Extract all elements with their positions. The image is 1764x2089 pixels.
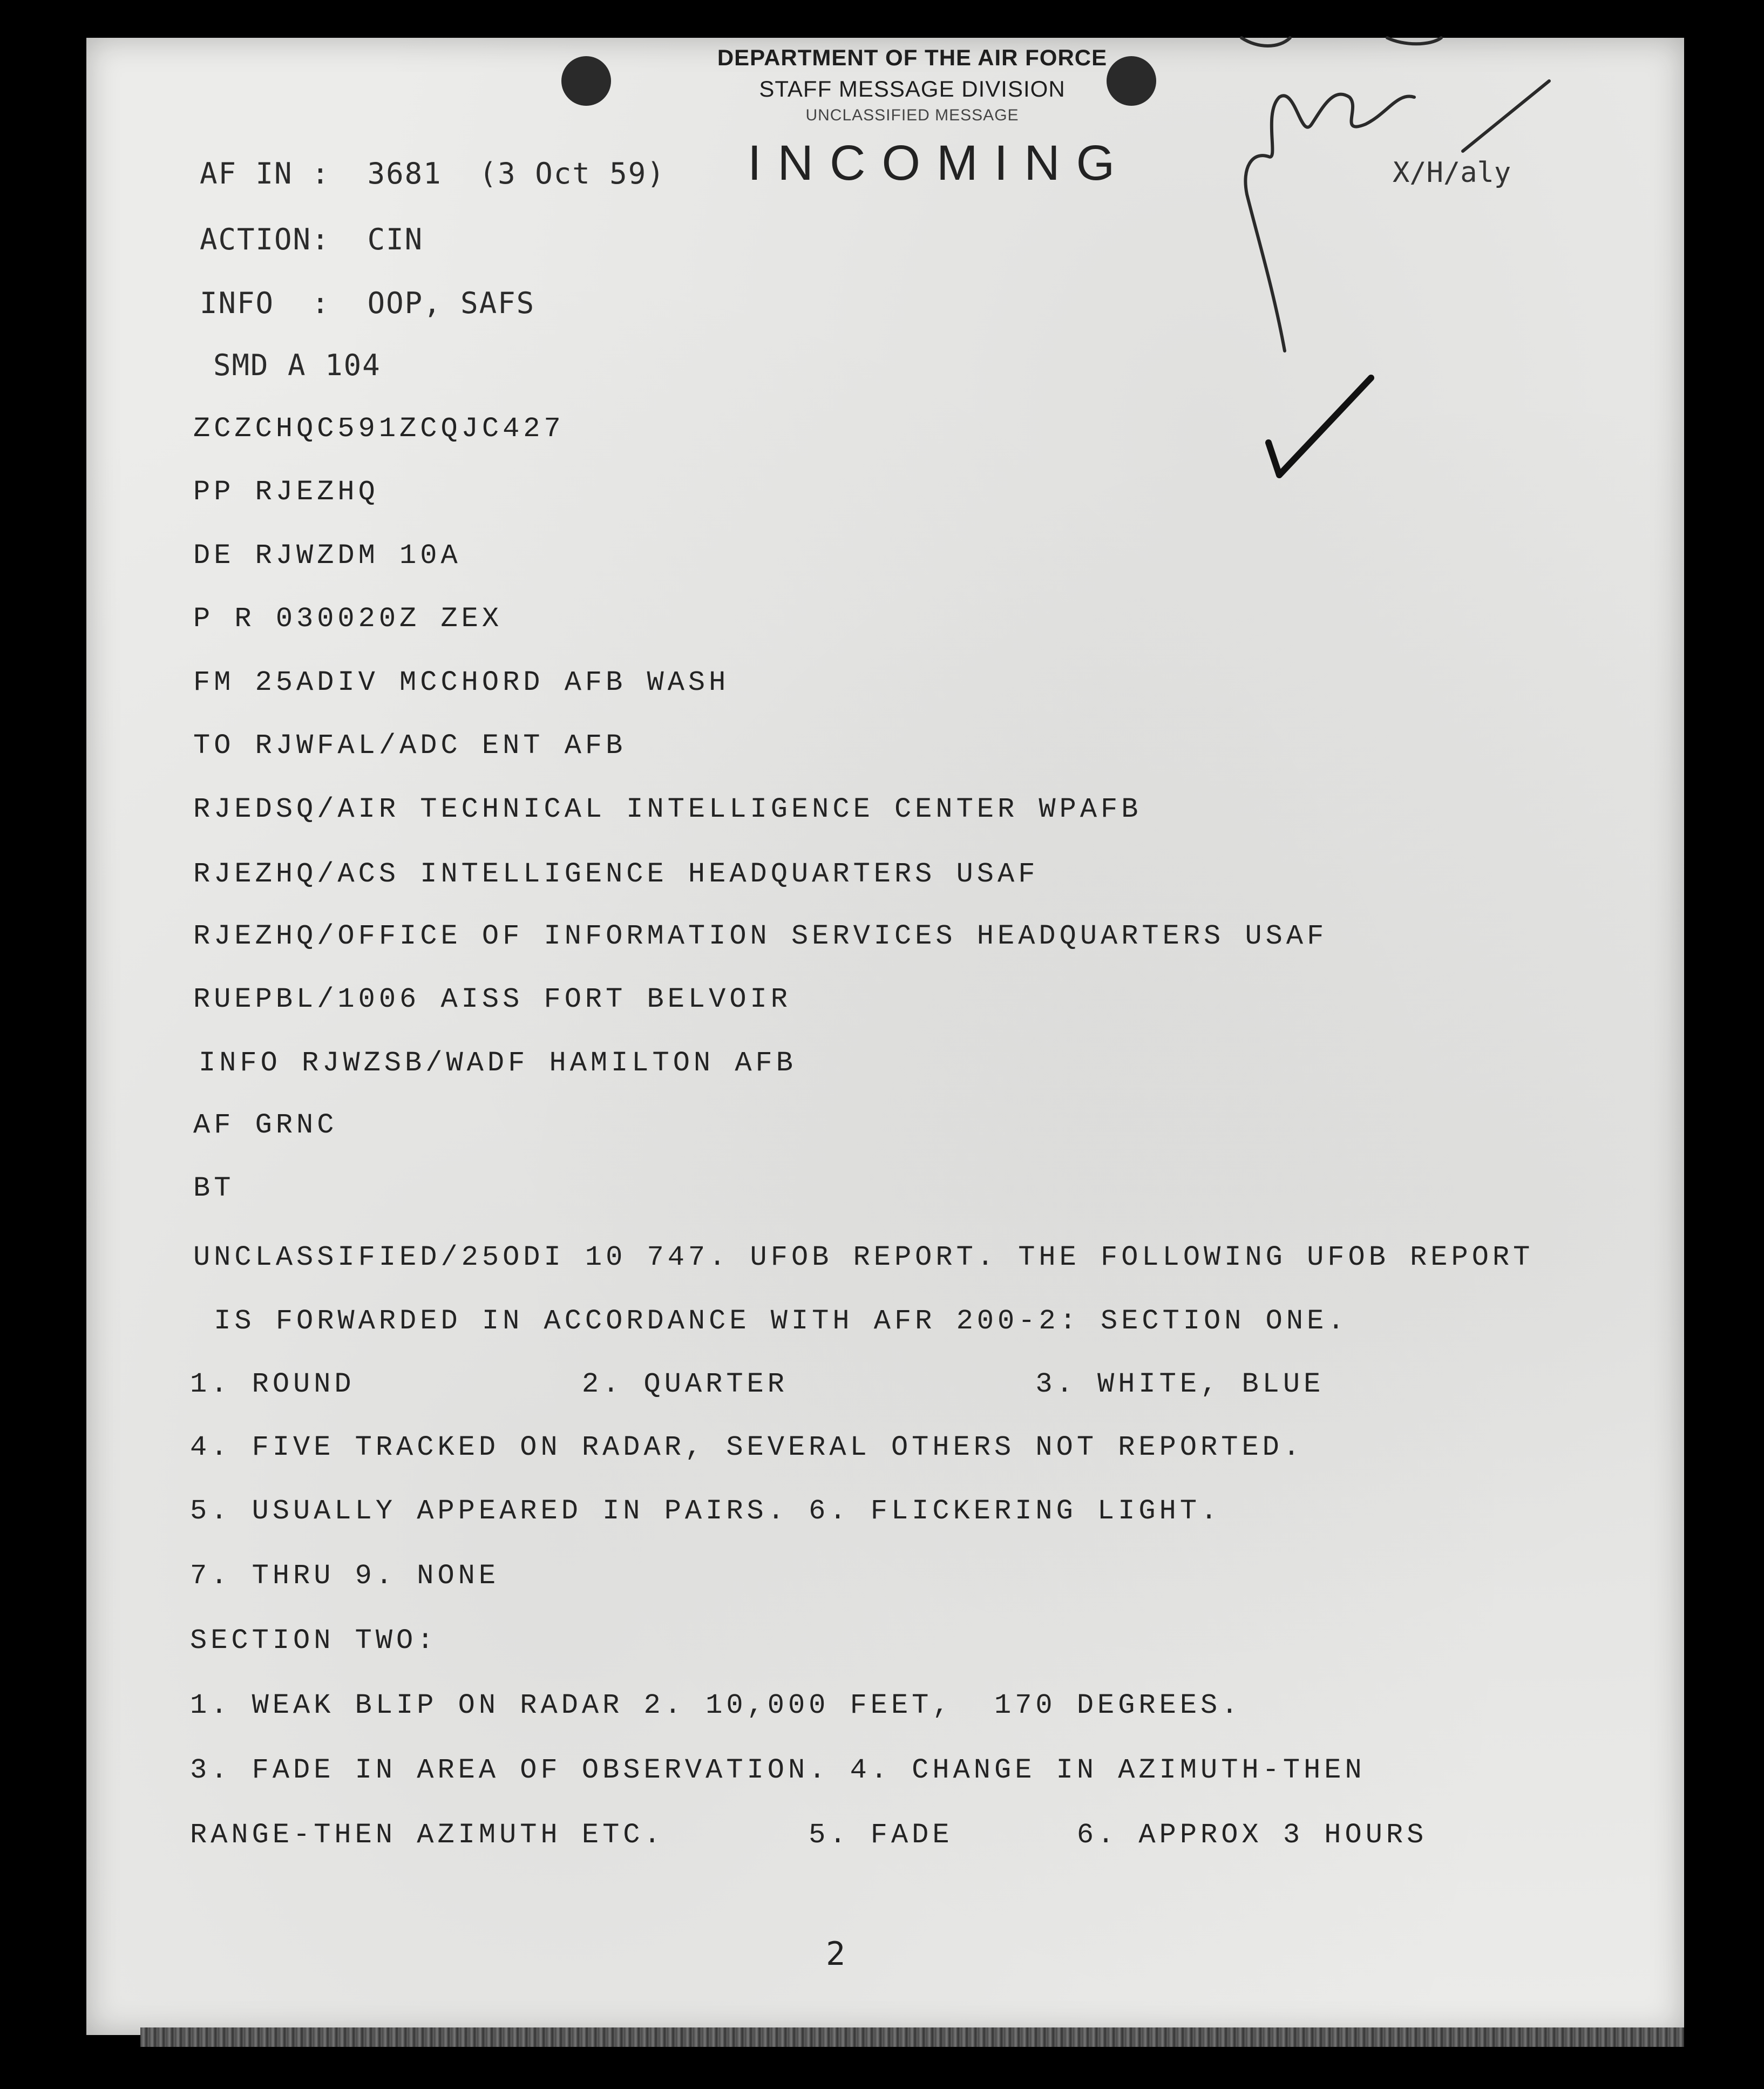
message-direction-title: INCOMING xyxy=(748,135,1131,191)
letterhead xyxy=(691,42,1134,126)
message-line: IS FORWARDED IN ACCORDANCE WITH AFR 200-2: SECTION ONE. xyxy=(193,1305,1348,1337)
af-in-field: AF IN : 3681 (3 Oct 59) xyxy=(200,157,666,191)
page-marker: 2 xyxy=(826,1935,846,1973)
message-line: 3. FADE IN AREA OF OBSERVATION. 4. CHANGE IN AZIMUTH-THEN xyxy=(190,1754,1366,1786)
message-line: RJEZHQ/ACS INTELLIGENCE HEADQUARTERS USAF xyxy=(193,858,1039,890)
slash-mark xyxy=(1463,81,1549,151)
message-line: FM 25ADIV MCCHORD AFB WASH xyxy=(193,667,730,698)
punch-hole-left xyxy=(561,56,611,106)
routing-initials: X/H/aly xyxy=(1393,157,1511,189)
message-line: RJEZHQ/OFFICE OF INFORMATION SERVICES HEADQUARTERS USAF xyxy=(193,920,1328,952)
top-scribble-2 xyxy=(1387,38,1441,44)
smd-field: SMD A 104 xyxy=(213,348,381,382)
signature-scribble xyxy=(1245,94,1414,351)
department-name: DEPARTMENT OF THE AIR FORCE xyxy=(717,45,1108,70)
action-field: ACTION: CIN xyxy=(200,222,424,256)
classification-label: UNCLASSIFIED MESSAGE xyxy=(805,106,1019,124)
message-line: DE RJWZDM 10A xyxy=(193,540,462,572)
film-edge-strip xyxy=(140,2027,1684,2047)
message-line: AF GRNC xyxy=(193,1109,338,1141)
message-line: RUEPBL/1006 AISS FORT BELVOIR xyxy=(193,984,791,1015)
top-scribble xyxy=(1241,38,1290,46)
message-line: RANGE-THEN AZIMUTH ETC. 5. FADE 6. APPROX 3 HOURS xyxy=(190,1819,1428,1851)
message-line: ZCZCHQC591ZCQJC427 xyxy=(193,413,565,445)
message-line: TO RJWFAL/ADC ENT AFB xyxy=(193,730,627,762)
message-line: 5. USUALLY APPEARED IN PAIRS. 6. FLICKERING LIGHT. xyxy=(190,1495,1222,1527)
message-line: 1. ROUND 2. QUARTER 3. WHITE, BLUE xyxy=(190,1368,1325,1400)
message-line: RJEDSQ/AIR TECHNICAL INTELLIGENCE CENTER WPAFB xyxy=(193,793,1142,825)
message-line: BT xyxy=(193,1172,235,1204)
message-line: PP RJEZHQ xyxy=(193,476,379,508)
message-line: 4. FIVE TRACKED ON RADAR, SEVERAL OTHERS NOT REPORTED. xyxy=(190,1432,1304,1463)
check-mark-icon xyxy=(1268,378,1371,475)
message-line: P R 030020Z ZEX xyxy=(193,603,503,635)
message-line: 7. THRU 9. NONE xyxy=(190,1560,500,1592)
message-line: 1. WEAK BLIP ON RADAR 2. 10,000 FEET, 170 DEGREES. xyxy=(190,1690,1242,1721)
handwritten-annotation xyxy=(1209,32,1587,507)
division-name: STAFF MESSAGE DIVISION xyxy=(759,76,1066,101)
message-line: INFO RJWZSB/WADF HAMILTON AFB xyxy=(199,1047,797,1079)
info-field: INFO : OOP, SAFS xyxy=(200,286,535,320)
message-line: UNCLASSIFIED/25ODI 10 747. UFOB REPORT. THE FOLLOWING UFOB REPORT xyxy=(193,1242,1534,1273)
message-line: SECTION TWO: xyxy=(190,1625,438,1657)
